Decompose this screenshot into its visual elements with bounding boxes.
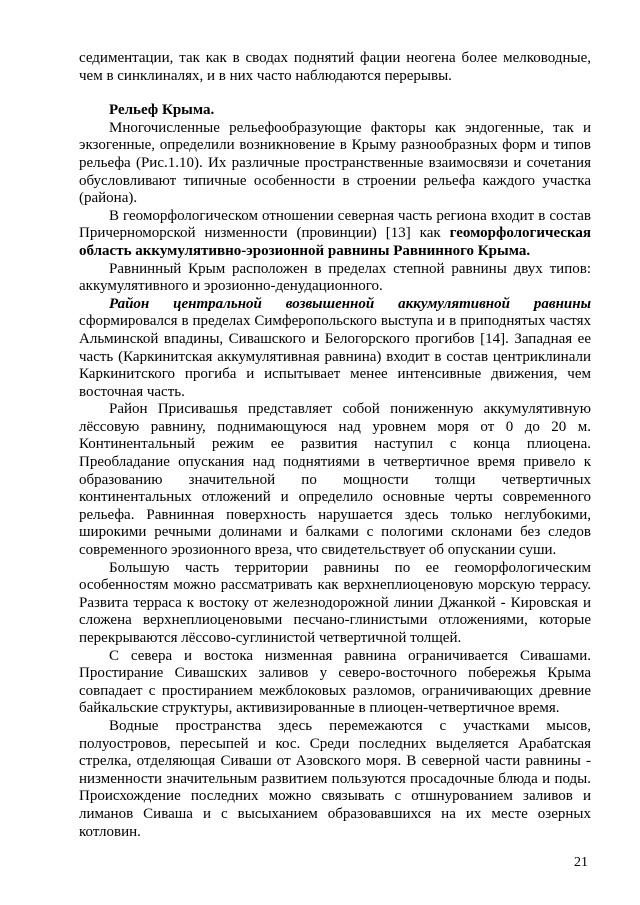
paragraph-intro: седиментации, так как в сводах поднятий фации неогена более мелководные, чем в синклиналях, и в них часто наблюдаются перерывы. (79, 50, 591, 84)
paragraph-plain-types: Равнинный Крым расположен в пределах степной равнины двух типов: аккумулятивного и эрозионно-денудационного. (79, 260, 591, 295)
paragraph-central-plain-text: сформировался в пределах Симферопольского выступа и в приподнятых частях Альминской впадины, Сивашского и Белогорского прогибов [14]. Западная ее часть (Каркинитская аккумулятивная равнина) входит в состав центриклинали Каркинитского прогиба и испытывает менее интенсивные движения, чем восточная часть. (79, 313, 591, 400)
paragraph-central-plain-italic: Район центральной возвышенной аккумулятивной равнины (109, 295, 591, 312)
section-heading: Рельеф Крыма. (109, 102, 215, 119)
paragraph-terrace: Большую часть территории равнины по ее геоморфологическим особенностям можно рассматривать как верхнеплиоценовую морскую террасу. Развита терраса к востоку от железнодорожной линии Джанкой - Кировская и сложена верхнеплиоценовыми песчано-глинистыми отложениями, которые перекрываются лёссово-суглинистой четвертичной толщей. (79, 559, 591, 646)
page-number: 21 (574, 855, 588, 870)
paragraph-geomorphology-text: В геоморфологическом отношении северная часть региона входит в состав Причерноморской низменности (провинции) [13] как (79, 207, 591, 242)
paragraph-geomorphology-bold: геоморфологическая область аккумулятивно-эрозионной равнины Равнинного Крыма. (79, 225, 591, 259)
paragraph-relief-factors: Многочисленные рельефообразующие факторы как эндогенные, так и экзогенные, определили возникновение в Крыму разнообразных форм и типов рельефа (Рис.1.10). Их различные пространственные взаимосвязи и сочетания обусловливают типичные особенности в строении рельефа каждого участка (района). (79, 119, 591, 207)
paragraph-geomorphology (79, 208, 591, 261)
paragraph-sivash-bounds: С севера и востока низменная равнина ограничивается Сивашами. Простирание Сивашских заливов у северо-восточного побережья Крыма совпадает с простиранием межблоковых разломов, ограничивающих древние байкальские структуры, активизированные в плиоцен-четвертичное время. (79, 647, 591, 717)
paragraph-central-plain (79, 296, 591, 402)
document-body (79, 50, 591, 841)
paragraph-prisivashye: Район Присивашья представляет собой пониженную аккумулятивную лёссовую равнину, поднимающуюся над уровнем моря от 0 до 20 м. Континентальный режим ее развития наступил с конца плиоцена. Преобладание опускания над поднятиями в четвертичное время привело к образованию значительной по мощности толщи четвертичных континентальных отложений и определило основные черты современного рельефа. Равнинная поверхность нарушается здесь только неглубокими, широкими речными долинами и балками с пологими склонами без следов современного эрозионного вреза, что свидетельствует об опускании суши. (79, 401, 591, 559)
paragraph-water-spaces: Водные пространства здесь перемежаются с участками мысов, полуостровов, пересыпей и кос. Среди последних выделяется Арабатская стрелка, отделяющая Сиваши от Азовского моря. В северной части равнины - низменности значительным развитием пользуются просадочные блюда и поды. Происхождение последних можно связывать с отшнурованием заливов и лиманов Сиваша и с высыханием образовавшихся на их месте озерных котловин. (79, 717, 591, 840)
